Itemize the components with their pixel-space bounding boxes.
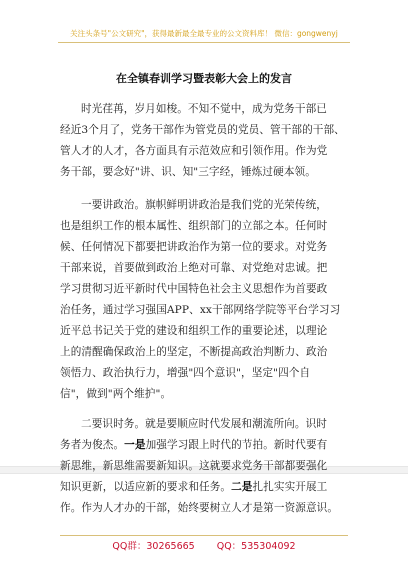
text-line: 务干部，要念好"讲、识、知"三字经，锤炼过硬本领。 [60, 166, 316, 178]
text-line: 新思维，新思维需要新知识。这就要求党务干部都要强化 [60, 460, 328, 472]
text-line [60, 435, 360, 456]
bold-marker: 一是 [124, 439, 146, 451]
qq-group-number: QQ群：30265665 [112, 541, 195, 552]
text-line: 领悟力、政治执行力，增强"四个意识"，坚定"四个自 [60, 367, 311, 379]
document-title: 在全镇春训学习暨表彰大会上的发言 [116, 72, 292, 85]
header-banner: 关注头条号"公文研究"，获得最新最全最专业的公文资料库！ 微信：gongwenyj [70, 29, 338, 38]
header-divider [58, 42, 350, 43]
text-segment: 务者为俊杰。 [60, 439, 125, 451]
paragraph-intro [60, 99, 360, 183]
text-line: 时光荏苒，岁月如梭。不知不觉中，成为党务干部已 [81, 103, 327, 115]
paragraph-times [60, 414, 360, 519]
text-line: 干部来说，首要做到政治上绝对可靠、对党绝对忠诚。把 [60, 262, 328, 274]
text-line: 二要识时务。就是要顺应时代发展和潮流所向。识时 [81, 418, 327, 430]
text-segment: 知识更新，以适应新的要求和任务。 [60, 481, 232, 493]
paragraph-politics [60, 195, 360, 405]
text-segment: 加强学习跟上时代的节拍。新时代要有 [145, 439, 328, 451]
text-line: 治任务，通过学习强国APP、xx干部网络学院等平台学习习 [60, 304, 341, 316]
footer-divider [60, 535, 348, 536]
text-line: 候、任何情况下都要把讲政治作为第一位的要求。对党务 [60, 241, 328, 253]
footer-contact [0, 538, 408, 552]
text-line: 管人才的人才，各方面具有示范效应和引领作用。作为党 [60, 145, 328, 157]
text-line: 近平总书记关于党的建设和组织工作的重要论述，以理论 [60, 325, 328, 337]
text-line: 信"，做到"两个维护"。 [60, 388, 172, 400]
text-line: 经近3个月了，党务干部作为管党员的党员、管干部的干部、 [60, 124, 345, 136]
qq-number: QQ：535304092 [216, 541, 296, 552]
text-line: 上的清醒确保政治上的坚定，不断提高政治判断力、政治 [60, 346, 328, 358]
text-line: 一要讲政治。旗帜鲜明讲政治是我们党的光荣传统， [81, 199, 327, 211]
text-line: 作。作为人才办的干部，始终要树立人才是第一资源意识。 [60, 502, 339, 514]
bold-marker: 二是 [231, 481, 253, 493]
text-line: 学习贯彻习近平新时代中国特色社会主义思想作为首要政 [60, 283, 328, 295]
text-line: 也是组织工作的根本属性、组织部门的立部之本。任何时 [60, 220, 328, 232]
text-segment: 扎扎实实开展工 [252, 481, 328, 493]
text-line [60, 477, 360, 498]
